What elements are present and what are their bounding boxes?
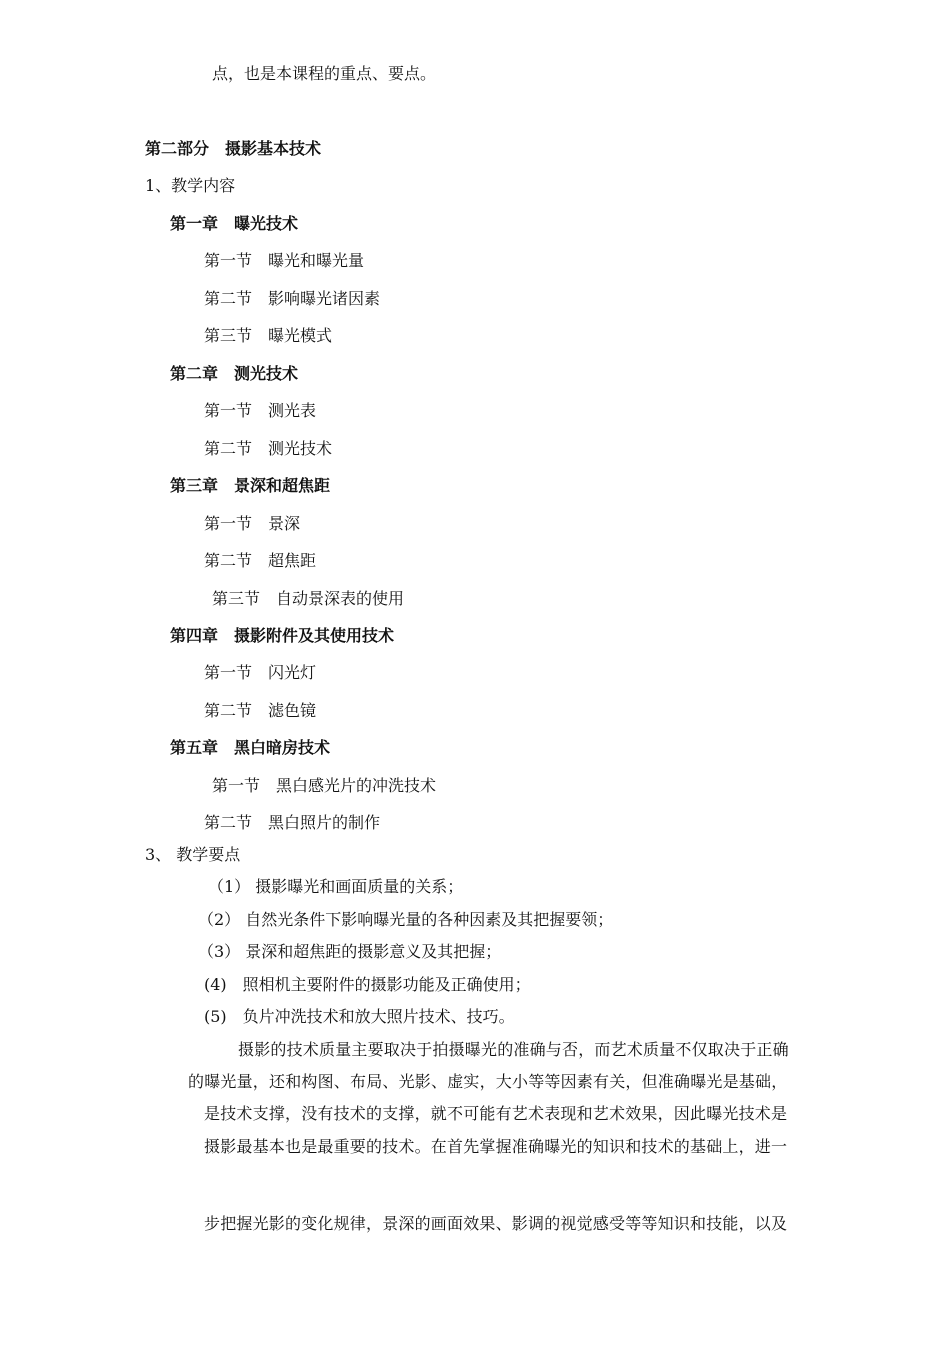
key-points-label: 3、 教学要点 [145,845,241,864]
chapter-title: 第四章 摄影附件及其使用技术 [170,626,395,645]
key-point-item: （1） 摄影曝光和画面质量的关系； [208,877,464,896]
section-item: 第二节 黑白照片的制作 [204,813,381,832]
key-point-item: (4) 照相机主要附件的摄影功能及正确使用； [204,975,531,994]
paragraph-line: 摄影的技术质量主要取决于拍摄曝光的准确与否，而艺术质量不仅取决于正确 [238,1040,789,1059]
part-heading: 第二部分 摄影基本技术 [145,139,322,158]
section-item: 第二节 测光技术 [204,439,333,458]
key-point-item: （2） 自然光条件下影响曝光量的各种因素及其把握要领； [198,910,614,929]
paragraph-line: 是技术支撑，没有技术的支撑，就不可能有艺术表现和艺术效果，因此曝光技术是 [204,1104,788,1123]
section-item: 第一节 闪光灯 [204,663,317,682]
section-item: 第三节 曝光模式 [204,326,333,345]
paragraph-line: 摄影最基本也是最重要的技术。在首先掌握准确曝光的知识和技术的基础上，进一 [204,1137,788,1156]
section-item: 第一节 景深 [204,514,301,533]
paragraph-line: 步把握光影的变化规律，景深的画面效果、影调的视觉感受等等知识和技能，以及 [204,1214,788,1233]
chapter-title: 第五章 黑白暗房技术 [170,738,331,757]
section-item: 第一节 测光表 [204,401,317,420]
section-item: 第二节 滤色镜 [204,701,317,720]
chapter-title: 第一章 曝光技术 [170,214,299,233]
paragraph-line: 的曝光量，还和构图、布局、光影、虚实，大小等等因素有关，但准确曝光是基础， [188,1072,788,1091]
intro-tail-text: 点，也是本课程的重点、要点。 [212,64,437,83]
teaching-content-label: 1、教学内容 [145,176,236,195]
key-point-item: (5) 负片冲洗技术和放大照片技术、技巧。 [204,1007,515,1026]
chapter-title: 第三章 景深和超焦距 [170,476,331,495]
section-item: 第二节 影响曝光诸因素 [204,289,381,308]
key-point-item: （3） 景深和超焦距的摄影意义及其把握； [198,942,502,961]
section-item: 第三节 自动景深表的使用 [212,589,405,608]
section-item: 第二节 超焦距 [204,551,317,570]
section-item: 第一节 黑白感光片的冲洗技术 [212,776,437,795]
chapter-title: 第二章 测光技术 [170,364,299,383]
section-item: 第一节 曝光和曝光量 [204,251,365,270]
